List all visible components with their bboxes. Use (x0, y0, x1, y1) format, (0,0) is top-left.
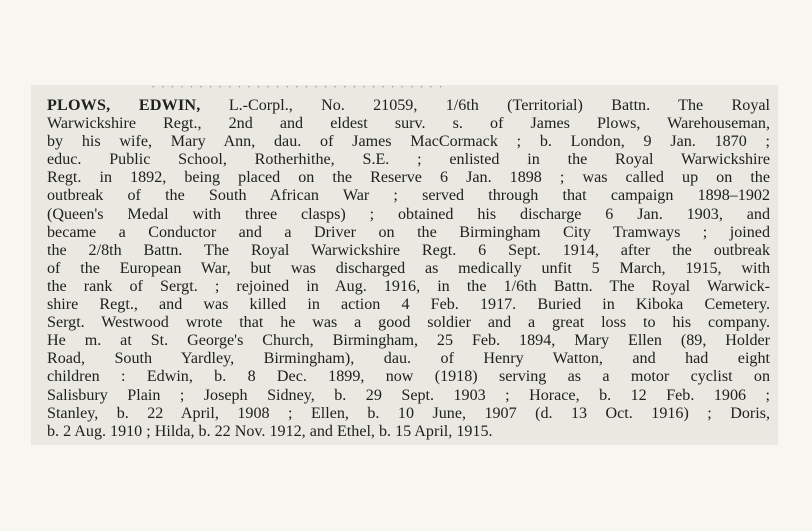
previous-entry-fragment: · · · · · · · · · · · · · · · · · · · · · · · · · · · · · · · (151, 79, 444, 94)
entry-line: the 2/8th Battn. The Royal Warwickshire Regt. 6 Sept. 1914, after the outbreak (47, 241, 770, 259)
entry-line: became a Conductor and a Driver on the Birmingham City Tramways ; joined (47, 223, 770, 241)
entry-line: Sergt. Westwood wrote that he was a good soldier and a great loss to his company. (47, 314, 770, 332)
entry-line: Warwickshire Regt., 2nd and eldest surv. s. of James Plows, Warehouseman, (47, 115, 770, 133)
entry-line: Salisbury Plain ; Joseph Sidney, b. 29 Sept. 1903 ; Horace, b. 12 Feb. 1906 ; (47, 386, 770, 404)
entry-line: outbreak of the South African War ; served through that campaign 1898–1902 (47, 187, 770, 205)
entry-line: Regt. in 1892, being placed on the Reserve 6 Jan. 1898 ; was called up on the (47, 169, 770, 187)
entry-line-text: L.-Corpl., No. 21059, 1/6th (Territorial) Battn. The Royal (200, 97, 770, 114)
entry-line: the rank of Sergt. ; rejoined in Aug. 1916, in the 1/6th Battn. The Royal Warwick- (47, 277, 770, 295)
entry-line: by his wife, Mary Ann, dau. of James MacCormack ; b. London, 9 Jan. 1870 ; (47, 133, 770, 151)
entry-line: He m. at St. George's Church, Birmingham, 25 Feb. 1894, Mary Ellen (89, Holder (47, 332, 770, 350)
entry-line (47, 97, 770, 115)
entry-headword: PLOWS, EDWIN, (47, 97, 201, 114)
scanned-page-region (31, 79, 778, 445)
entry-line: Stanley, b. 22 April, 1908 ; Ellen, b. 10 June, 1907 (d. 13 Oct. 1916) ; Doris, (47, 404, 770, 422)
biographical-entry (47, 97, 770, 441)
entry-line: children : Edwin, b. 8 Dec. 1899, now (1918) serving as a motor cyclist on (47, 368, 770, 386)
entry-line: of the European War, but was discharged as medically unfit 5 March, 1915, with (47, 259, 770, 277)
entry-line: (Queen's Medal with three clasps) ; obtained his discharge 6 Jan. 1903, and (47, 205, 770, 223)
entry-line: educ. Public School, Rotherhithe, S.E. ; enlisted in the Royal Warwickshire (47, 151, 770, 169)
entry-line: shire Regt., and was killed in action 4 Feb. 1917. Buried in Kiboka Cemetery. (47, 296, 770, 314)
entry-line: Road, South Yardley, Birmingham), dau. of Henry Watton, and had eight (47, 350, 770, 368)
entry-line: b. 2 Aug. 1910 ; Hilda, b. 22 Nov. 1912, and Ethel, b. 15 April, 1915. (47, 422, 493, 440)
